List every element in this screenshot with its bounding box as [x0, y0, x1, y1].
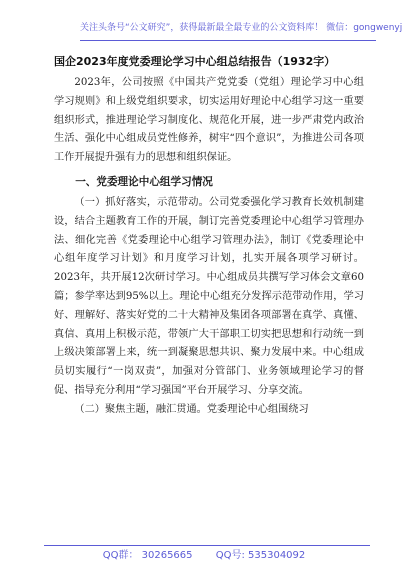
body-paragraph-2: （二）聚焦主题，融汇贯通。党委理论中心组围绕习	[74, 403, 309, 415]
body-paragraph-1: （一）抓好落实，示范带动。公司党委强化学习教育长效机制建设，结合主题教育工作的开展，制订完善党委理论中心组学习管理办法、细化完善《党委理论中心组学习管理办法》，制订《党委理论中心组年度学习计划》和月度学习计划，扎实开展各项学习研讨。2023年，共开展12次研讨学习。中心组成员共撰写学习体会文章60篇；参学率达到95%以上。理论中心组充分发挥示范带动作用，学习好、理解好、落实好党的二十大精神及集团各项部署在真学、真懂、真信、真用上积极示范，带领广大干部职工切实把思想和行动统一到上级决策部署上来，统一到凝聚思想共识、聚力发展中来。中心组成员切实履行“一岗双责”，加强对分管部门、业务领域理论学习的督促、指导充分利用“学习强国”平台开展学习、分享交流。	[54, 196, 364, 396]
header-divider	[80, 40, 376, 41]
header-note: 关注头条号“公文研究”，获得最新最全最专业的公文资料库！ 微信：gongwenyj	[80, 23, 403, 33]
document-body	[54, 74, 364, 420]
footer	[0, 549, 408, 563]
footer-qq-group: QQ群： 30265665	[102, 550, 193, 561]
intro-paragraph: 2023年，公司按照《中国共产党党委（党组）理论学习中心组学习规则》和上级党组织要求，切实运用好理论中心组学习这一重要组织形式，推进理论学习制度化、规范化开展，进一步严肃党内政治生活、强化中心组成员党性修养，树牢“四个意识”，为推进公司各项工作开展提升强有力的思想和组织保证。	[54, 77, 364, 164]
document-title: 国企2023年度党委理论学习中心组总结报告（1932字）	[54, 55, 336, 68]
section-heading: 一、党委理论中心组学习情况	[75, 175, 213, 188]
footer-qq-number: QQ号: 535304092	[215, 550, 306, 561]
footer-divider	[44, 545, 370, 546]
